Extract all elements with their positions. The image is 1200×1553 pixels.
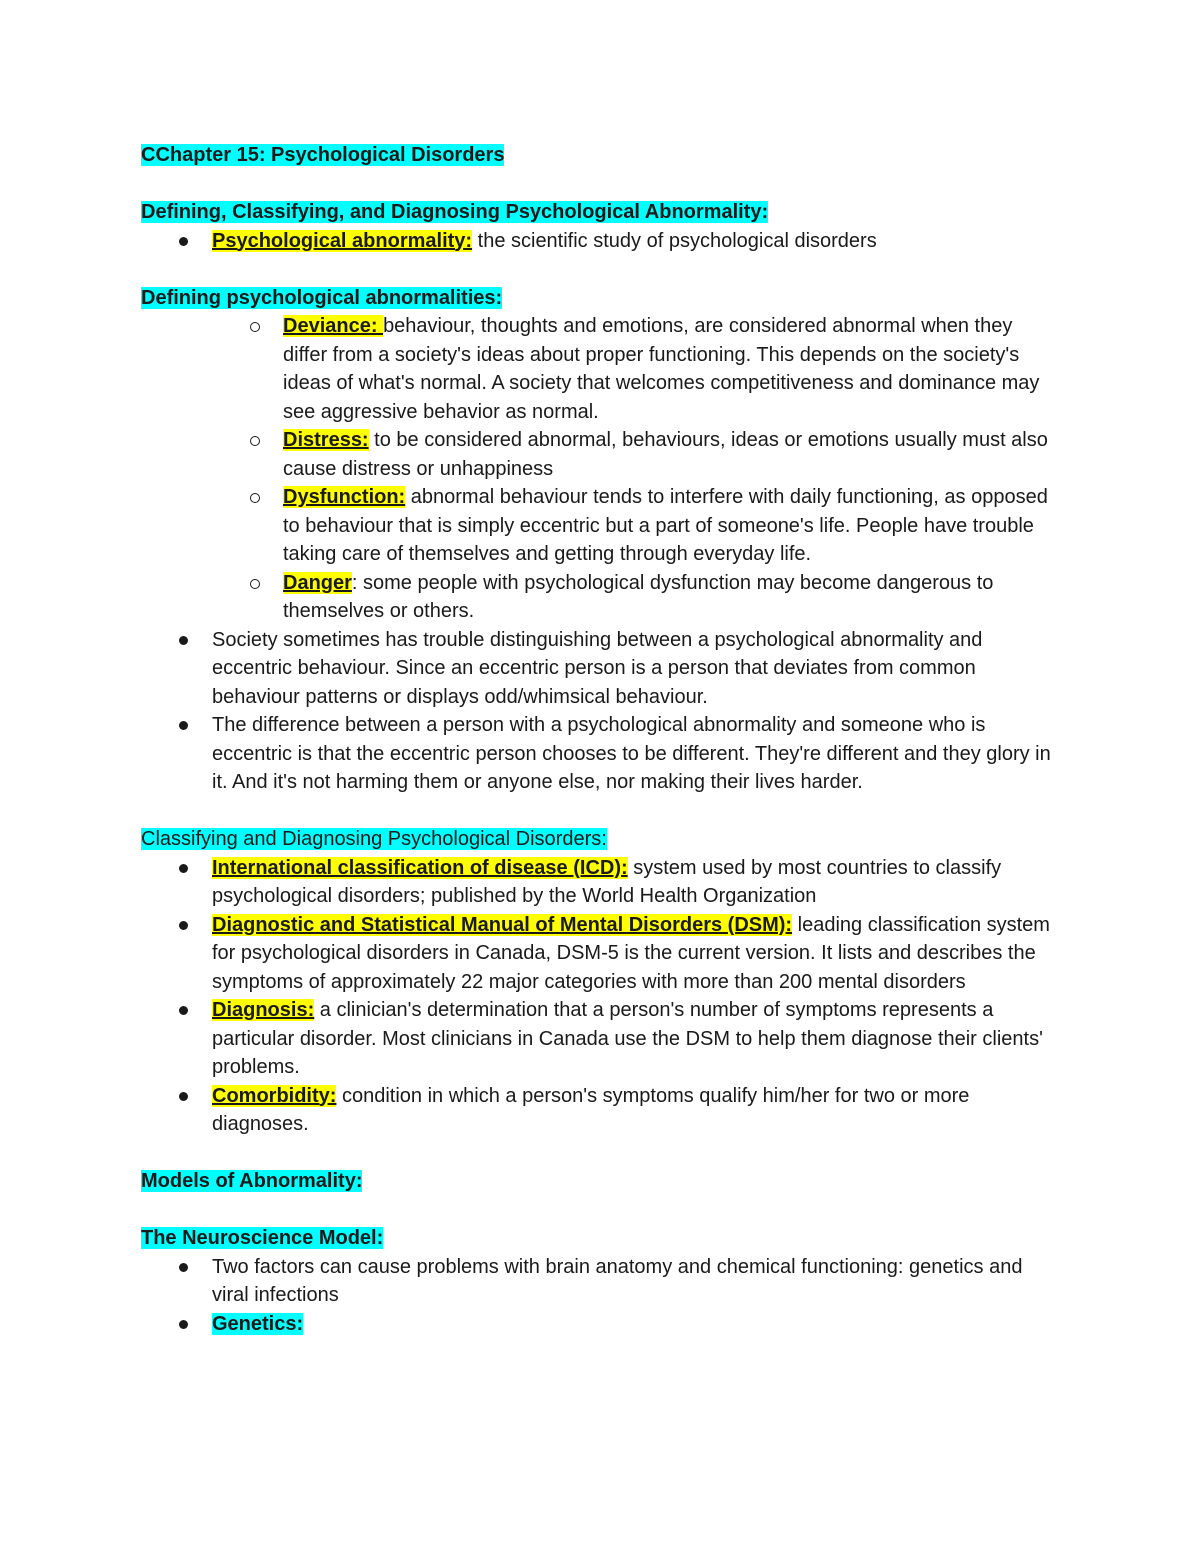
term-distress: Distress: [283,429,369,451]
list-item [141,1253,1061,1310]
genetics-label: Genetics: [212,1312,304,1335]
section5-list [141,1253,1061,1339]
bullet-circle-icon [250,579,260,589]
list-item [141,426,1061,483]
section-heading-defining-abnormalities: Defining psychological abnormalities: [141,286,503,309]
list-item [141,1310,1061,1339]
document-content [141,141,1061,1338]
list-item [141,854,1061,911]
blank-line [141,170,1061,199]
list-item [141,711,1061,797]
bullet-disc-icon [179,1092,188,1101]
bullet-disc-icon [179,921,188,930]
section-heading-neuroscience: The Neuroscience Model: [141,1227,384,1249]
term-dsm: Diagnostic and Statistical Manual of Mental Disorders (DSM): [212,913,793,936]
bullet-disc-icon [179,864,188,873]
list-item [141,1082,1061,1139]
definition-text: behaviour, thoughts and emotions, are considered abnormal when they differ from a society's ideas about proper functioning. This depends on the society's ideas of what's normal. A society that welcomes competitiveness and dominance may see aggressive behavior as normal. [283,315,1040,423]
section-heading-classifying-diagnosing: Classifying and Diagnosing Psychological Disorders: [141,828,607,850]
blank-line [141,1196,1061,1225]
definition-text: the scientific study of psychological disorders [472,229,877,252]
definition-text: condition in which a person's symptoms qualify him/her for two or more diagnoses. [212,1084,970,1135]
section-models-line [141,1167,1061,1196]
list-item [141,911,1061,997]
chapter-title: CChapter 15: Psychological Disorders [141,144,505,166]
section2-sublist [141,312,1061,626]
blank-line [141,797,1061,826]
bullet-disc-icon [179,1263,188,1272]
bullet-disc-icon [179,721,188,730]
section-heading-defining-classifying: Defining, Classifying, and Diagnosing Psychological Abnormality: [141,201,769,223]
bullet-disc-icon [179,237,188,246]
term-psychological-abnormality: Psychological abnormality: [212,229,473,252]
section-defining-abnormalities-line [141,284,1061,313]
definition-text: a clinician's determination that a person's number of symptoms represents a particular disorder. Most clinicians in Canada use the DSM to help them diagnose their clients' problems. [212,999,1043,1078]
paragraph-text: Two factors can cause problems with brain anatomy and chemical functioning: genetics and viral infections [212,1255,1023,1306]
blank-line [141,255,1061,284]
section3-list [141,854,1061,1139]
bullet-disc-icon [179,1006,188,1015]
section-neuroscience-line [141,1224,1061,1253]
definition-text: abnormal behaviour tends to interfere with daily functioning, as opposed to behaviour that is simply eccentric but a part of someone's life. People have trouble taking care of themselves and getting through everyday life. [283,486,1048,565]
chapter-title-line [141,141,1061,170]
list-item [141,227,1061,256]
bullet-circle-icon [250,322,260,332]
section-heading-models: Models of Abnormality: [141,1170,363,1192]
bullet-disc-icon [179,636,188,645]
list-item [141,569,1061,626]
paragraph-text: Society sometimes has trouble distinguishing between a psychological abnormality and eccentric behaviour. Since an eccentric person is a person that deviates from common behaviour patterns or displays odd/whimsical behaviour. [212,628,983,708]
bullet-circle-icon [250,436,260,446]
term-comorbidity: Comorbidity: [212,1084,337,1107]
blank-line [141,1139,1061,1168]
definition-text: to be considered abnormal, behaviours, ideas or emotions usually must also cause distress or unhappiness [283,429,1048,480]
section1-list [141,227,1061,256]
definition-text: : some people with psychological dysfunction may become dangerous to themselves or others. [283,571,994,622]
list-item [141,626,1061,712]
bullet-disc-icon [179,1320,188,1329]
term-deviance: Deviance: [283,315,384,337]
definition-text: system used by most countries to classify psychological disorders; published by the World Health Organization [212,856,1002,907]
section-defining-classifying-line [141,198,1061,227]
term-diagnosis: Diagnosis: [212,999,315,1021]
term-danger: Danger [283,571,352,594]
bullet-circle-icon [250,493,260,503]
term-icd: International classification of disease (ICD): [212,856,628,879]
paragraph-text: The difference between a person with a psychological abnormality and someone who is eccentric is that the eccentric person chooses to be different. They're different and they glory in it. And it's not harming them or anyone else, nor making their lives harder. [212,714,1051,793]
list-item [141,996,1061,1082]
term-dysfunction: Dysfunction: [283,486,406,508]
definition-text: leading classification system for psychological disorders in Canada, DSM-5 is the current version. It lists and describes the symptoms of approximately 22 major categories with more than 200 mental disorders [212,913,1050,993]
section2-list [141,626,1061,797]
list-item [141,312,1061,426]
list-item [141,483,1061,569]
section-classifying-diagnosing-line [141,825,1061,854]
